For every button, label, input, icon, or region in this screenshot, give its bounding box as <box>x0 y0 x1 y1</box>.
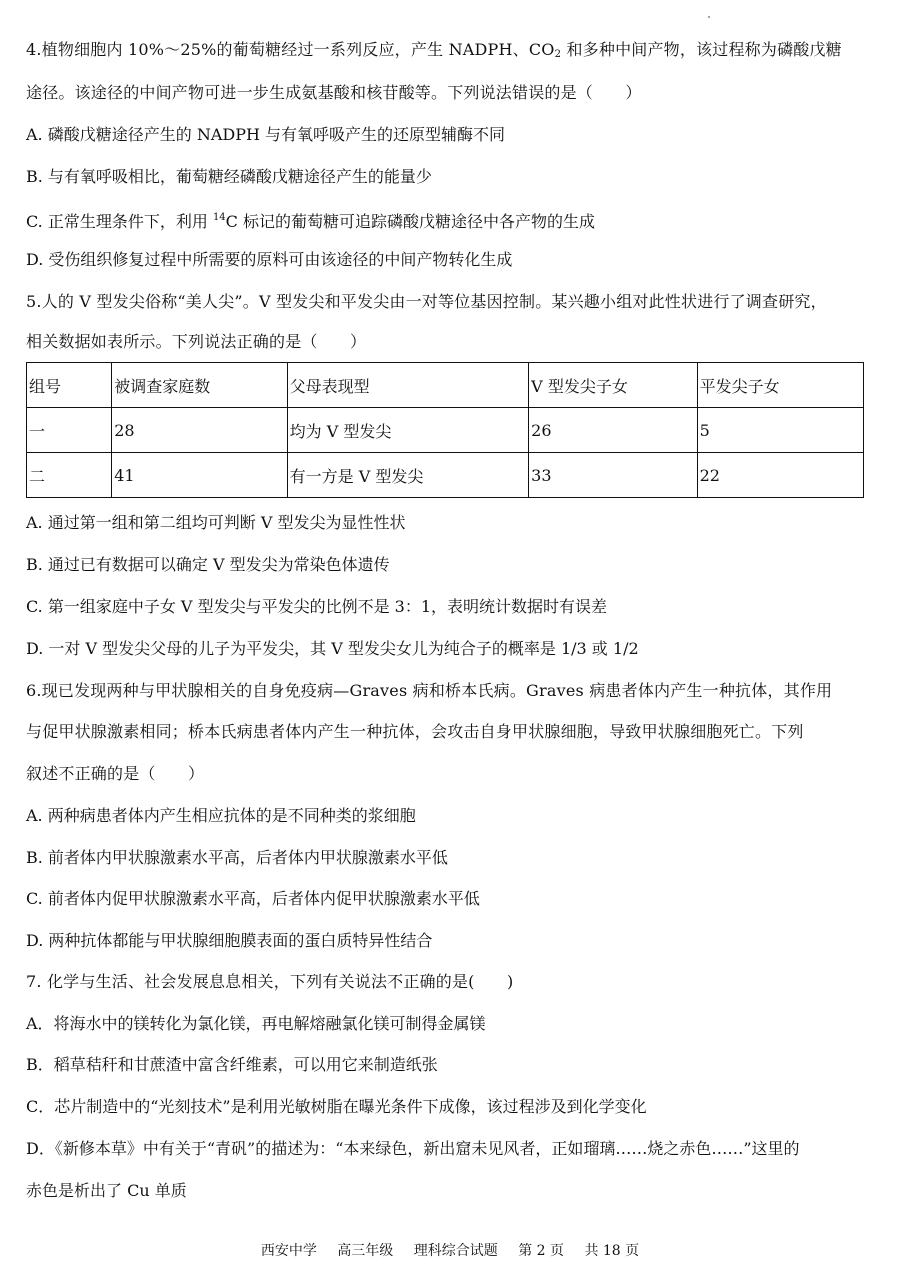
table-cell: 26 <box>529 408 697 453</box>
table-header-cell: 平发尖子女 <box>697 363 863 408</box>
q4-stem-text-b: 和多种中间产物，该过程称为磷酸戊糖 <box>561 40 842 59</box>
q4-option-c <box>26 206 876 230</box>
table-header-cell: 父母表现型 <box>287 363 529 408</box>
q5-option-a: A. 通过第一组和第二组均可判断 V 型发尖为显性性状 <box>26 513 406 532</box>
scan-speck <box>708 16 710 18</box>
q7-option-d-line-2: 赤色是析出了 Cu 单质 <box>26 1181 187 1200</box>
table-cell: 33 <box>529 453 697 498</box>
table-row <box>27 453 864 498</box>
table-cell: 一 <box>27 408 112 453</box>
q4-option-c-text-b: C 标记的葡萄糖可追踪磷酸戊糖途径中各产物的生成 <box>225 212 596 231</box>
q5-stem-line-2: 相关数据如表所示。下列说法正确的是（ ） <box>26 332 367 351</box>
q4-option-d: D. 受伤组织修复过程中所需要的原料可由该途径的中间产物转化生成 <box>26 250 513 269</box>
table-cell: 5 <box>697 408 863 453</box>
q6-stem-line-2: 与促甲状腺激素相同；桥本氏病患者体内产生一种抗体，会攻击自身甲状腺细胞，导致甲状腺细胞死亡。下列 <box>26 722 804 741</box>
q4-c14-superscript: 14 <box>212 212 226 223</box>
q6-option-b: B. 前者体内甲状腺激素水平高，后者体内甲状腺激素水平低 <box>26 848 448 867</box>
q5-option-c: C. 第一组家庭中子女 V 型发尖与平发尖的比例不是 3：1，表明统计数据时有误差 <box>26 597 608 616</box>
q4-option-a: A. 磷酸戊糖途径产生的 NADPH 与有氧呼吸产生的还原型辅酶不同 <box>26 125 506 144</box>
q4-stem-text-a: 4.植物细胞内 10%～25%的葡萄糖经过一系列反应，产生 NADPH、CO <box>26 40 555 59</box>
q4-stem-line-1 <box>26 38 876 62</box>
q4-stem-line-2: 途径。该途径的中间产物可进一步生成氨基酸和核苷酸等。下列说法错误的是（ ） <box>26 83 642 102</box>
q5-option-b: B. 通过已有数据可以确定 V 型发尖为常染色体遗传 <box>26 555 390 574</box>
footer-total-pages: 共 18 页 <box>584 1243 640 1259</box>
footer-page-number: 第 2 页 <box>518 1243 564 1259</box>
q7-stem-line-1: 7. 化学与生活、社会发展息息相关，下列有关说法不正确的是( ) <box>26 972 514 991</box>
q5-data-table <box>26 362 864 498</box>
q6-stem-line-1: 6.现已发现两种与甲状腺相关的自身免疫病—Graves 病和桥本氏病。Graves 病患者体内产生一种抗体，其作用 <box>26 681 833 700</box>
q6-option-a: A. 两种病患者体内产生相应抗体的是不同种类的浆细胞 <box>26 806 416 825</box>
q6-stem-line-3: 叙述不正确的是（ ） <box>26 764 205 783</box>
q7-option-d-line-1: D．《新修本草》中有关于“青矾”的描述为：“本来绿色，新出窟未见风者，正如瑠璃……烧之赤色……”这里的 <box>26 1139 800 1158</box>
table-row <box>27 408 864 453</box>
q7-option-c: C．芯片制造中的“光刻技术”是利用光敏树脂在曝光条件下成像，该过程涉及到化学变化 <box>26 1097 647 1116</box>
table-cell: 41 <box>112 453 287 498</box>
q6-option-d: D. 两种抗体都能与甲状腺细胞膜表面的蛋白质特异性结合 <box>26 931 433 950</box>
q5-option-d: D. 一对 V 型发尖父母的儿子为平发尖，其 V 型发尖女儿为纯合子的概率是 1/3 或 1/2 <box>26 639 639 658</box>
q7-option-b: B．稻草秸秆和甘蔗渣中富含纤维素，可以用它来制造纸张 <box>26 1055 438 1074</box>
table-header-cell: V 型发尖子女 <box>529 363 697 408</box>
table-cell: 二 <box>27 453 112 498</box>
q5-stem-line-1: 5.人的 V 型发尖俗称“美人尖”。V 型发尖和平发尖由一对等位基因控制。某兴趣小组对此性状进行了调查研究， <box>26 292 827 311</box>
q4-option-b: B. 与有氧呼吸相比，葡萄糖经磷酸戊糖途径产生的能量少 <box>26 167 432 186</box>
footer-grade: 高三年级 <box>337 1243 394 1259</box>
q6-option-c: C. 前者体内促甲状腺激素水平高，后者体内促甲状腺激素水平低 <box>26 889 480 908</box>
q4-option-c-text-a: C. 正常生理条件下，利用 <box>26 212 213 231</box>
table-header-cell: 组号 <box>27 363 112 408</box>
footer-exam-title: 理科综合试题 <box>413 1243 498 1259</box>
footer-school: 西安中学 <box>260 1243 317 1259</box>
table-cell: 均为 V 型发尖 <box>287 408 529 453</box>
table-header-cell: 被调查家庭数 <box>112 363 287 408</box>
page-footer <box>0 1240 900 1260</box>
table-cell: 22 <box>697 453 863 498</box>
q4-co2-subscript: 2 <box>554 49 562 60</box>
table-cell: 有一方是 V 型发尖 <box>287 453 529 498</box>
table-header-row <box>27 363 864 408</box>
q7-option-a: A．将海水中的镁转化为氯化镁，再电解熔融氯化镁可制得金属镁 <box>26 1014 486 1033</box>
table-cell: 28 <box>112 408 287 453</box>
